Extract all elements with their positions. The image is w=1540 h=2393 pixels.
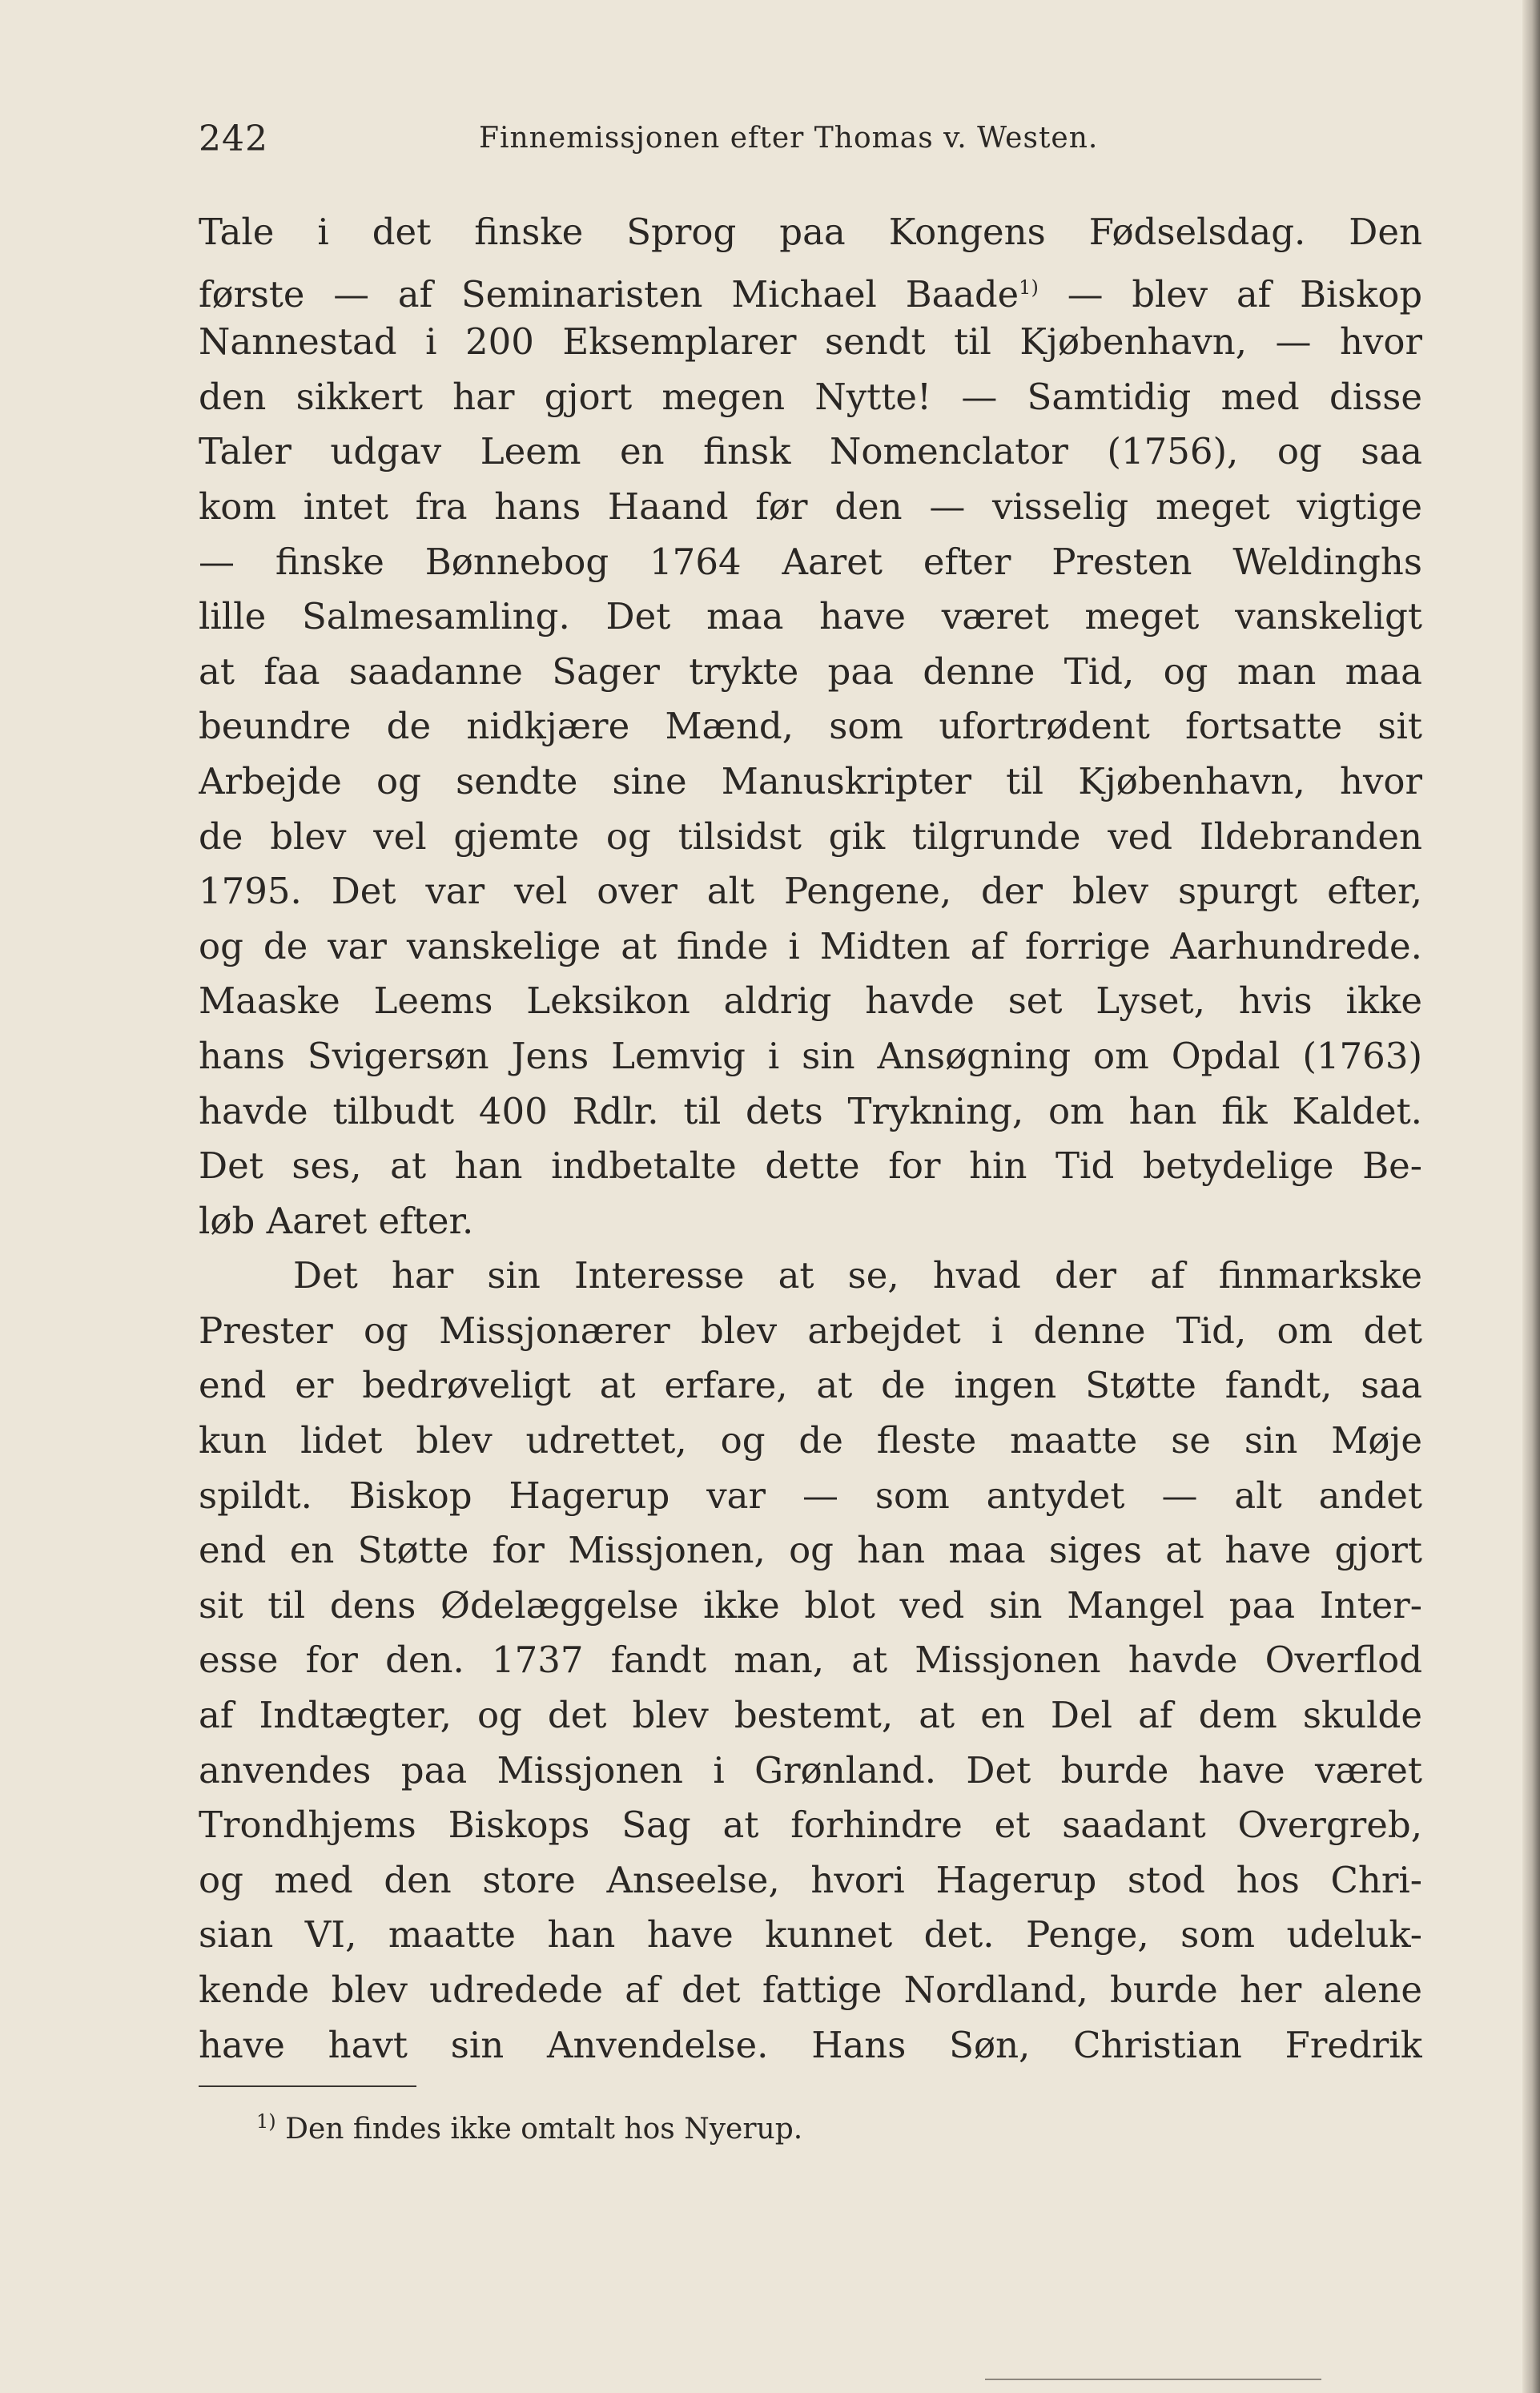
text-line: 1795. Det var vel over alt Pengene, der blev spurgt efter, bbox=[199, 870, 1422, 913]
page-header bbox=[0, 119, 1540, 167]
text-line: Det har sin Interesse at se, hvad der af finmarkske bbox=[293, 1254, 1422, 1297]
text-line: have havt sin Anvendelse. Hans Søn, Christian Fredrik bbox=[199, 2023, 1422, 2066]
footnote-text: Den findes ikke omtalt hos Nyerup. bbox=[285, 2113, 803, 2146]
text-line: sit til dens Ødelæggelse ikke blot ved sin Mangel paa Inter- bbox=[199, 1583, 1422, 1627]
text-line: esse for den. 1737 fandt man, at Missjonen havde Overflod bbox=[199, 1639, 1422, 1682]
text-line: at faa saadanne Sager trykte paa denne Tid, og man maa bbox=[199, 650, 1422, 693]
footnote-rule bbox=[199, 2085, 416, 2087]
text-line: kende blev udredede af det fattige Nordland, burde her alene bbox=[199, 1969, 1422, 2011]
text-line: af Indtægter, og det blev bestemt, at en Del af dem skulde bbox=[199, 1694, 1422, 1737]
text-line bbox=[199, 260, 1422, 316]
text-line: — finske Bønnebog 1764 Aaret efter Presten Weldinghs bbox=[199, 540, 1422, 583]
body-text bbox=[199, 205, 1422, 2073]
footnote-marker: 1) bbox=[256, 2110, 276, 2133]
text-line: og de var vanskelige at finde i Midten af forrige Aarhundrede. bbox=[199, 924, 1422, 967]
page-number: 242 bbox=[199, 119, 268, 159]
text-line: Prester og Missjonærer blev arbejdet i denne Tid, om det bbox=[199, 1309, 1422, 1352]
text-line: Trondhjems Biskops Sag at forhindre et saadant Overgreb, bbox=[199, 1804, 1422, 1847]
text-line: spildt. Biskop Hagerup var — som antydet — alt andet bbox=[199, 1474, 1422, 1517]
text-line-segment: første — af Seminaristen Michael Baade bbox=[199, 272, 1019, 316]
paragraph-1 bbox=[199, 205, 1422, 1249]
scan-mark bbox=[985, 2379, 1321, 2380]
text-line: den sikkert har gjort megen Nytte! — Samtidig med disse bbox=[199, 375, 1422, 418]
text-line: kun lidet blev udrettet, og de fleste maatte se sin Møje bbox=[199, 1419, 1422, 1462]
text-line: havde tilbudt 400 Rdlr. til dets Trykning, om han fik Kaldet. bbox=[199, 1089, 1422, 1132]
text-line: anvendes paa Missjonen i Grønland. Det burde have været bbox=[199, 1748, 1422, 1792]
text-line: Taler udgav Leem en finsk Nomenclator (1756), og saa bbox=[199, 430, 1422, 473]
text-line: Tale i det finske Sprog paa Kongens Fødselsdag. Den bbox=[199, 211, 1422, 253]
text-line: sian VI, maatte han have kunnet det. Penge, som udeluk- bbox=[199, 1913, 1422, 1957]
text-line: de blev vel gjemte og tilsidst gik tilgrunde ved Ildebranden bbox=[199, 814, 1422, 858]
paragraph-2 bbox=[199, 1249, 1422, 2073]
text-line: Maaske Leems Leksikon aldrig havde set Lyset, hvis ikke bbox=[199, 979, 1422, 1023]
text-line-segment: — blev af Biskop bbox=[1067, 272, 1422, 316]
text-line: Arbejde og sendte sine Manuskripter til Kjøbenhavn, hvor bbox=[199, 759, 1422, 802]
text-line: beundre de nidkjære Mænd, som ufortrødent fortsatte sit bbox=[199, 705, 1422, 748]
text-line: hans Svigersøn Jens Lemvig i sin Ansøgning om Opdal (1763) bbox=[199, 1034, 1422, 1077]
text-line: Nannestad i 200 Eksemplarer sendt til Kjøbenhavn, — hvor bbox=[199, 320, 1422, 364]
footnote bbox=[256, 2110, 802, 2146]
text-line: og med den store Anseelse, hvori Hagerup stod hos Chri- bbox=[199, 1858, 1422, 1901]
text-line: lille Salmesamling. Det maa have været meget vanskeligt bbox=[199, 595, 1422, 638]
text-line: Det ses, at han indbetalte dette for hin Tid betydelige Be- bbox=[199, 1144, 1422, 1188]
text-line: end en Støtte for Missjonen, og han maa siges at have gjort bbox=[199, 1529, 1422, 1572]
footnote-reference: 1) bbox=[1019, 275, 1039, 299]
page-edge bbox=[1522, 0, 1540, 2393]
text-line: løb Aaret efter. bbox=[199, 1199, 474, 1242]
running-head: Finnemissjonen efter Thomas v. Westen. bbox=[479, 122, 1099, 155]
text-line: kom intet fra hans Haand før den — visselig meget vigtige bbox=[199, 485, 1422, 528]
text-line: end er bedrøveligt at erfare, at de ingen Støtte fandt, saa bbox=[199, 1364, 1422, 1407]
